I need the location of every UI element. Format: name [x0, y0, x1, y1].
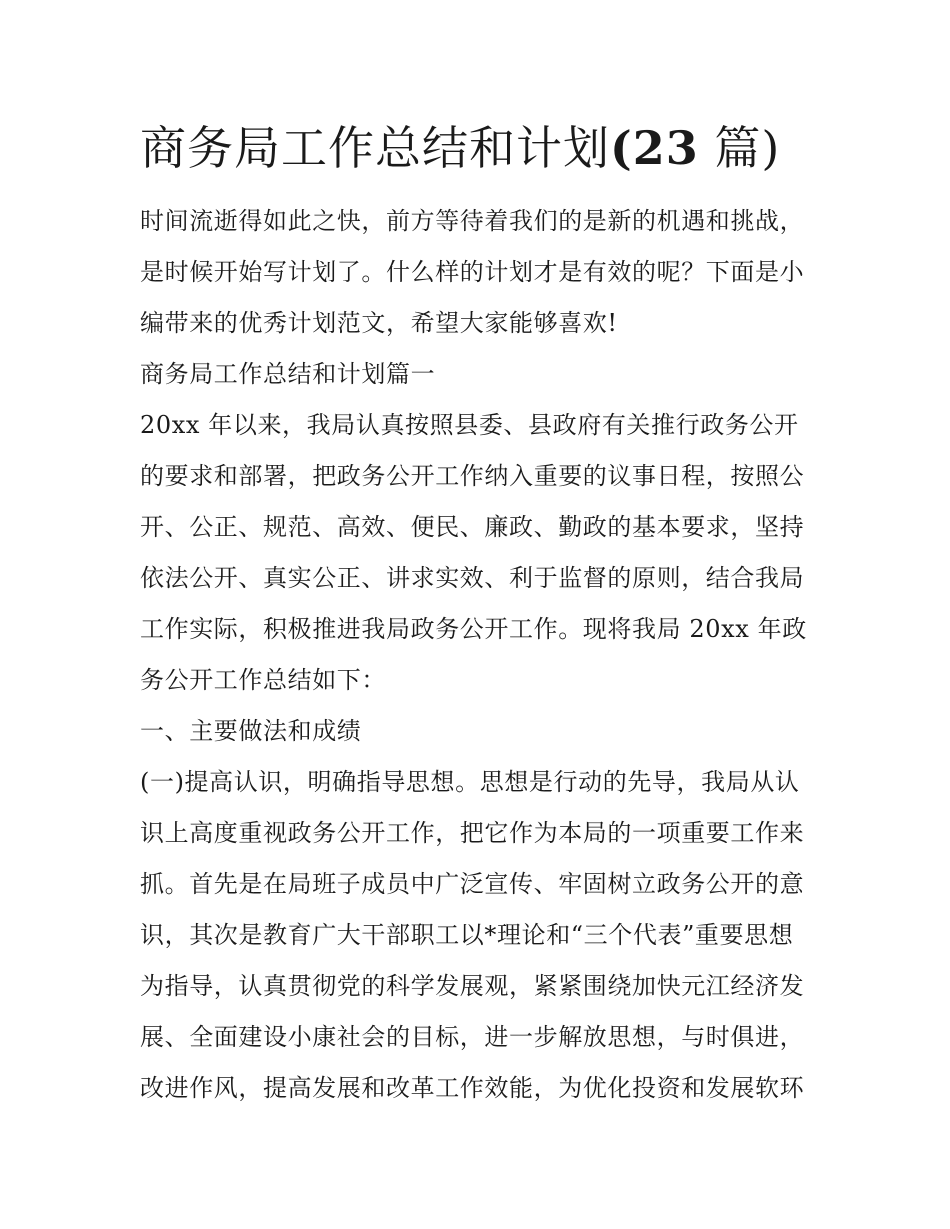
body-line: 展、全面建设小康社会的目标，进一步解放思想，与时俱进， [140, 1023, 805, 1051]
body-line: 抓。首先是在局班子成员中广泛宣传、牢固树立政务公开的意 [140, 870, 805, 898]
section-heading: 一、主要做法和成绩 [140, 717, 362, 745]
body-line: 识上高度重视政务公开工作，把它作为本局的一项重要工作来 [140, 819, 805, 847]
body-line: 依法公开、真实公正、讲求实效、利于监督的原则，结合我局 [140, 564, 805, 592]
document-title [140, 118, 840, 178]
document-body [140, 196, 820, 1114]
body-line: 务公开工作总结如下： [140, 666, 386, 694]
body-line: 20xx 年以来，我局认真按照县委、县政府有关推行政务公开 [140, 411, 799, 439]
section-heading: 商务局工作总结和计划篇一 [140, 360, 436, 388]
body-line: 时间流逝得如此之快，前方等待着我们的是新的机遇和挑战， [140, 207, 805, 235]
body-line: 工作实际，积极推进我局政务公开工作。现将我局 20xx 年政 [140, 615, 807, 643]
body-line: 的要求和部署，把政务公开工作纳入重要的议事日程，按照公 [140, 462, 805, 490]
title-text: 商务局工作总结和计划 [140, 121, 610, 175]
body-line: 为指导，认真贯彻党的科学发展观，紧紧围绕加快元江经济发 [140, 972, 805, 1000]
body-line: 改进作风，提高发展和改革工作效能，为优化投资和发展软环 [140, 1074, 805, 1102]
title-suffix: 篇) [698, 121, 781, 175]
body-line: 编带来的优秀计划范文，希望大家能够喜欢! [140, 309, 618, 337]
body-line: 是时候开始写计划了。什么样的计划才是有效的呢？下面是小 [140, 258, 805, 286]
body-line: 开、公正、规范、高效、便民、廉政、勤政的基本要求，坚持 [140, 513, 805, 541]
title-count: (23 [610, 121, 699, 175]
body-line: 识，其次是教育广大干部职工以*理论和“三个代表”重要思想 [140, 921, 794, 949]
body-line: (一)提高认识，明确指导思想。思想是行动的先导，我局从认 [140, 768, 800, 796]
